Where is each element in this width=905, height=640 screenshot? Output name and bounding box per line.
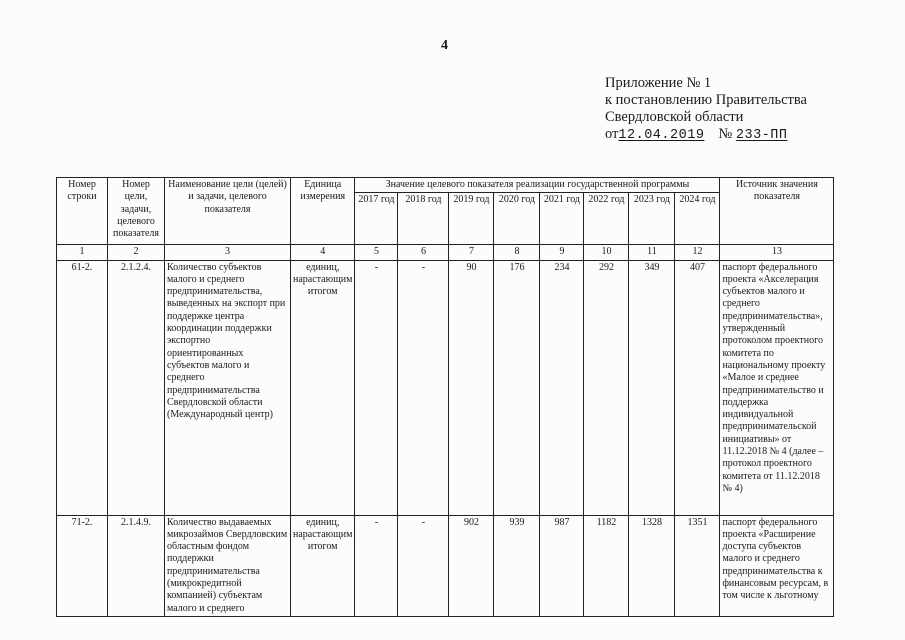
column-number: 9	[540, 245, 584, 260]
indicator-source: паспорт федерального проекта «Расширение доступа субъектов малого и среднего предпринимательства к финансовым ресурсам, в том числе к льготному	[720, 515, 834, 616]
indicator-source: паспорт федерального проекта «Акселерация субъектов малого и среднего предпринимательства», утвержденный протоколом проектного комитета по национальному проекту «Малое и среднее предпринимательство и поддержка индивидуальной предпринимательской инициативы» от 11.12.2018 № 4 (далее – протокол проектного комитета от 11.12.2018 № 4)	[720, 260, 834, 515]
header-year: 2017 год	[355, 193, 398, 245]
column-number: 10	[584, 245, 629, 260]
appendix-title: Приложение № 1	[605, 75, 712, 91]
header-year: 2020 год	[494, 193, 540, 245]
appendix-block	[605, 75, 807, 144]
column-number: 4	[291, 245, 355, 260]
column-number: 6	[398, 245, 449, 260]
value-2024: 1351	[675, 515, 720, 616]
column-number: 13	[720, 245, 834, 260]
page-number: 4	[441, 38, 448, 53]
appendix-line-resolution: к постановлению Правительства	[605, 92, 807, 108]
header-year: 2023 год	[629, 193, 675, 245]
column-number: 7	[449, 245, 494, 260]
value-2022: 1182	[584, 515, 629, 616]
goal-number: 2.1.2.4.	[108, 260, 165, 515]
date-value: 12.04.2019	[618, 128, 705, 143]
unit: единиц, нарастающим итогом	[291, 515, 355, 616]
column-number-row	[57, 245, 834, 260]
row-number: 71-2.	[57, 515, 108, 616]
date-prefix: от	[605, 126, 619, 142]
indicator-name: Количество субъектов малого и среднего предпринимательства, выведенных на экспорт при поддержке центра координации поддержки экспортно ориентированных субъектов малого и среднего предпринимательства Свердловской области (Международный центр)	[165, 260, 291, 515]
header-row-number: Номер строки	[57, 178, 108, 245]
unit: единиц, нарастающим итогом	[291, 260, 355, 515]
value-2020: 176	[494, 260, 540, 515]
value-2017: -	[355, 515, 398, 616]
appendix-date-line	[605, 126, 807, 144]
number-prefix: №	[718, 126, 733, 142]
column-number: 2	[108, 245, 165, 260]
column-number: 3	[165, 245, 291, 260]
value-2022: 292	[584, 260, 629, 515]
header-indicator-name: Наименование цели (целей) и задачи, целевого показателя	[165, 178, 291, 245]
value-2021: 234	[540, 260, 584, 515]
header-year: 2024 год	[675, 193, 720, 245]
value-2023: 1328	[629, 515, 675, 616]
column-number: 8	[494, 245, 540, 260]
header-year: 2022 год	[584, 193, 629, 245]
value-2024: 407	[675, 260, 720, 515]
value-2019: 90	[449, 260, 494, 515]
value-2019: 902	[449, 515, 494, 616]
goal-number: 2.1.4.9.	[108, 515, 165, 616]
column-number: 5	[355, 245, 398, 260]
value-2021: 987	[540, 515, 584, 616]
indicators-table	[56, 177, 834, 617]
appendix-line-region: Свердловской области	[605, 109, 744, 125]
header-values-group: Значение целевого показателя реализации государственной программы	[355, 178, 720, 193]
table-row	[57, 260, 834, 515]
header-year: 2021 год	[540, 193, 584, 245]
value-2017: -	[355, 260, 398, 515]
header-goal-number: Номер цели, задачи, целевого показателя	[108, 178, 165, 245]
header-year: 2018 год	[398, 193, 449, 245]
header-source: Источник значения показателя	[720, 178, 834, 245]
row-number: 61-2.	[57, 260, 108, 515]
table-header-row	[57, 178, 834, 193]
column-number: 11	[629, 245, 675, 260]
column-number: 12	[675, 245, 720, 260]
value-2018: -	[398, 515, 449, 616]
header-unit: Единица измерения	[291, 178, 355, 245]
number-value: 233-ПП	[735, 128, 788, 143]
header-year: 2019 год	[449, 193, 494, 245]
indicator-name: Количество выдаваемых микрозаймов Свердловским областным фондом поддержки предпринимательства (микрокредитной компанией) субъектам малого и среднего	[165, 515, 291, 616]
value-2020: 939	[494, 515, 540, 616]
value-2023: 349	[629, 260, 675, 515]
column-number: 1	[57, 245, 108, 260]
table-row	[57, 515, 834, 616]
value-2018: -	[398, 260, 449, 515]
